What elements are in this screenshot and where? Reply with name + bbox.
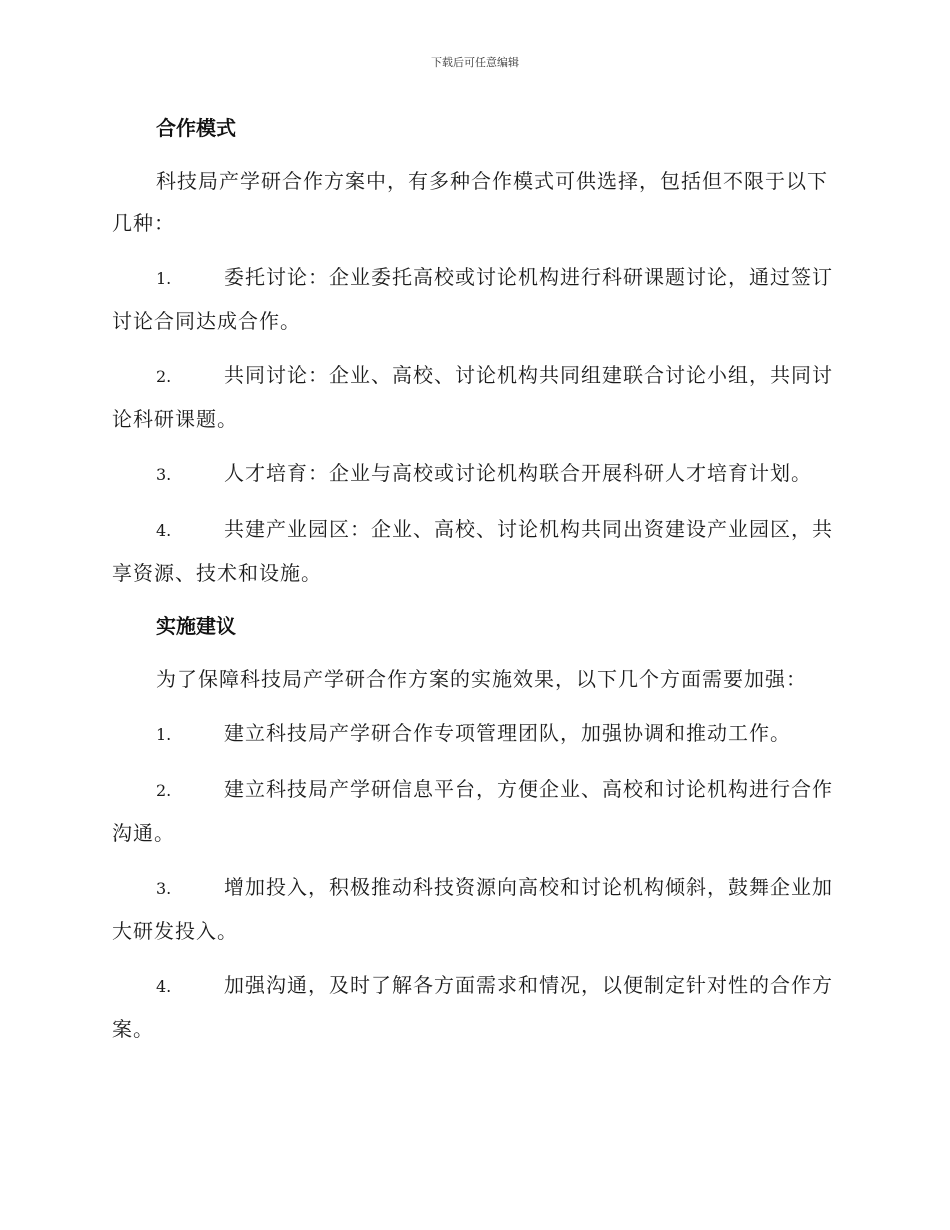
- list-item-text: 共同讨论：企业、高校、讨论机构共同组建联合讨论小组，共同讨论科研课题。: [112, 363, 833, 431]
- list-item: [112, 256, 834, 342]
- list-item-number: 4.: [156, 977, 172, 996]
- list-item: [112, 452, 834, 496]
- list-item-number: 1.: [156, 725, 172, 744]
- list-item: [112, 964, 834, 1050]
- list-item: [112, 354, 834, 440]
- list-item: [112, 768, 834, 854]
- header-note: 下载后可任意编辑: [431, 56, 519, 69]
- list-item-text: 加强沟通，及时了解各方面需求和情况，以便制定针对性的合作方案。: [112, 973, 833, 1041]
- list-item-number: 3.: [156, 879, 172, 898]
- list-item-text: 建立科技局产学研合作专项管理团队，加强协调和推动工作。: [224, 721, 791, 745]
- list-item-text: 建立科技局产学研信息平台，方便企业、高校和讨论机构进行合作沟通。: [112, 777, 833, 845]
- list-item-number: 1.: [156, 269, 172, 288]
- list-item-text: 共建产业园区：企业、高校、讨论机构共同出资建设产业园区，共享资源、技术和设施。: [112, 517, 833, 585]
- list-item-text: 委托讨论：企业委托高校或讨论机构进行科研课题讨论，通过签订讨论合同达成合作。: [112, 265, 833, 333]
- list-item-number: 3.: [156, 465, 172, 484]
- list-item-text: 人才培育：企业与高校或讨论机构联合开展科研人才培育计划。: [224, 461, 812, 485]
- list-item-number: 2.: [156, 781, 172, 800]
- section-implementation-suggestions: [112, 606, 834, 1050]
- section-heading: 实施建议: [156, 614, 236, 638]
- section-heading: 合作模式: [156, 116, 236, 140]
- section-cooperation-modes: [112, 108, 834, 594]
- list-item: [112, 508, 834, 594]
- list-item: [112, 712, 834, 756]
- list-item-number: 2.: [156, 367, 172, 386]
- section-intro: 科技局产学研合作方案中，有多种合作模式可供选择，包括但不限于以下几种：: [112, 169, 828, 235]
- document-body: [112, 108, 834, 1062]
- list-item-number: 4.: [156, 521, 172, 540]
- list-item-text: 增加投入，积极推动科技资源向高校和讨论机构倾斜，鼓舞企业加大研发投入。: [112, 875, 833, 943]
- list-item: [112, 866, 834, 952]
- section-intro: 为了保障科技局产学研合作方案的实施效果，以下几个方面需要加强：: [156, 667, 807, 691]
